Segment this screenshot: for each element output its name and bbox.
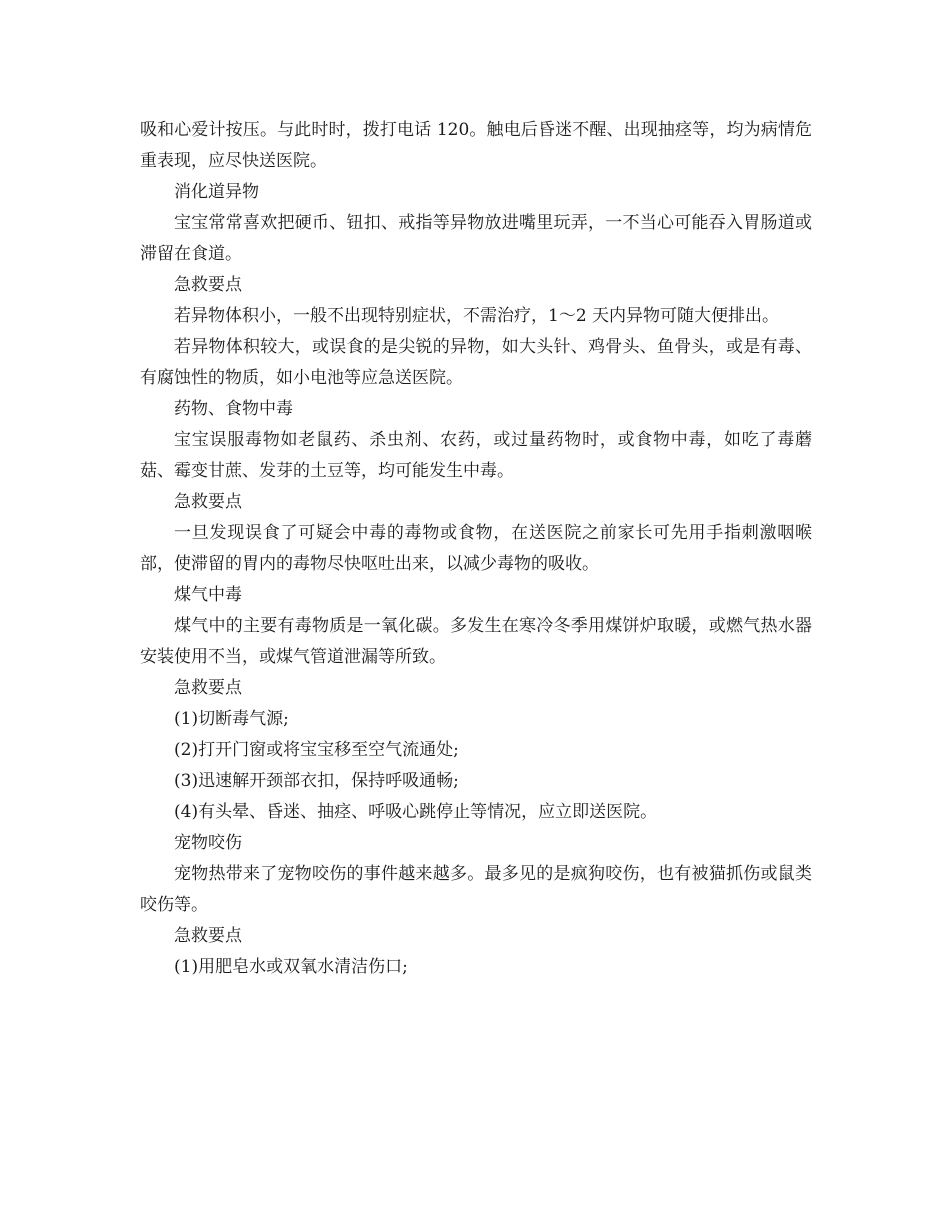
document-page — [140, 115, 812, 983]
body-paragraph: 若异物体积小，一般不出现特别症状，不需治疗，1～2 天内异物可随大便排出。 — [174, 306, 780, 326]
section-heading: 急救要点 — [174, 275, 242, 295]
section-heading: 急救要点 — [174, 926, 242, 946]
body-paragraph: 一旦发现误食了可疑会中毒的毒物或食物，在送医院之前家长可先用手指刺激咽喉部，使滞留的胃内的毒物尽快呕吐出来，以减少毒物的吸收。 — [140, 523, 812, 574]
section-heading: (2)打开门窗或将宝宝移至空气流通处; — [174, 740, 459, 760]
section-heading: 煤气中毒 — [174, 585, 242, 605]
body-paragraph: 煤气中的主要有毒物质是一氧化碳。多发生在寒冷冬季用煤饼炉取暖，或燃气热水器安装使用不当，或煤气管道泄漏等所致。 — [140, 616, 812, 667]
section-heading: 急救要点 — [174, 492, 242, 512]
body-paragraph: 宝宝误服毒物如老鼠药、杀虫剂、农药，或过量药物时，或食物中毒，如吃了毒蘑菇、霉变甘蔗、发芽的土豆等，均可能发生中毒。 — [140, 430, 812, 481]
section-heading: (4)有头晕、昏迷、抽痉、呼吸心跳停止等情况，应立即送医院。 — [174, 802, 658, 822]
section-heading: 消化道异物 — [174, 182, 259, 202]
section-heading: 宠物咬伤 — [174, 833, 242, 853]
section-heading: 急救要点 — [174, 678, 242, 698]
section-heading: (1)切断毒气源; — [174, 709, 289, 729]
body-paragraph: 宝宝常常喜欢把硬币、钮扣、戒指等异物放进嘴里玩弄，一不当心可能吞入胃肠道或滞留在食道。 — [140, 213, 812, 264]
body-paragraph: 宠物热带来了宠物咬伤的事件越来越多。最多见的是疯狗咬伤，也有被猫抓伤或鼠类咬伤等。 — [140, 864, 812, 915]
body-paragraph: 吸和心爱计按压。与此时时，拨打电话 120。触电后昏迷不醒、出现抽痉等，均为病情危重表现，应尽快送医院。 — [140, 120, 812, 171]
body-paragraph: 若异物体积较大，或误食的是尖锐的异物，如大头针、鸡骨头、鱼骨头，或是有毒、有腐蚀性的物质，如小电池等应急送医院。 — [140, 337, 812, 388]
section-heading: (3)迅速解开颈部衣扣，保持呼吸通畅; — [174, 771, 459, 791]
section-heading: (1)用肥皂水或双氧水清洁伤口; — [174, 957, 408, 977]
section-heading: 药物、食物中毒 — [174, 399, 293, 419]
